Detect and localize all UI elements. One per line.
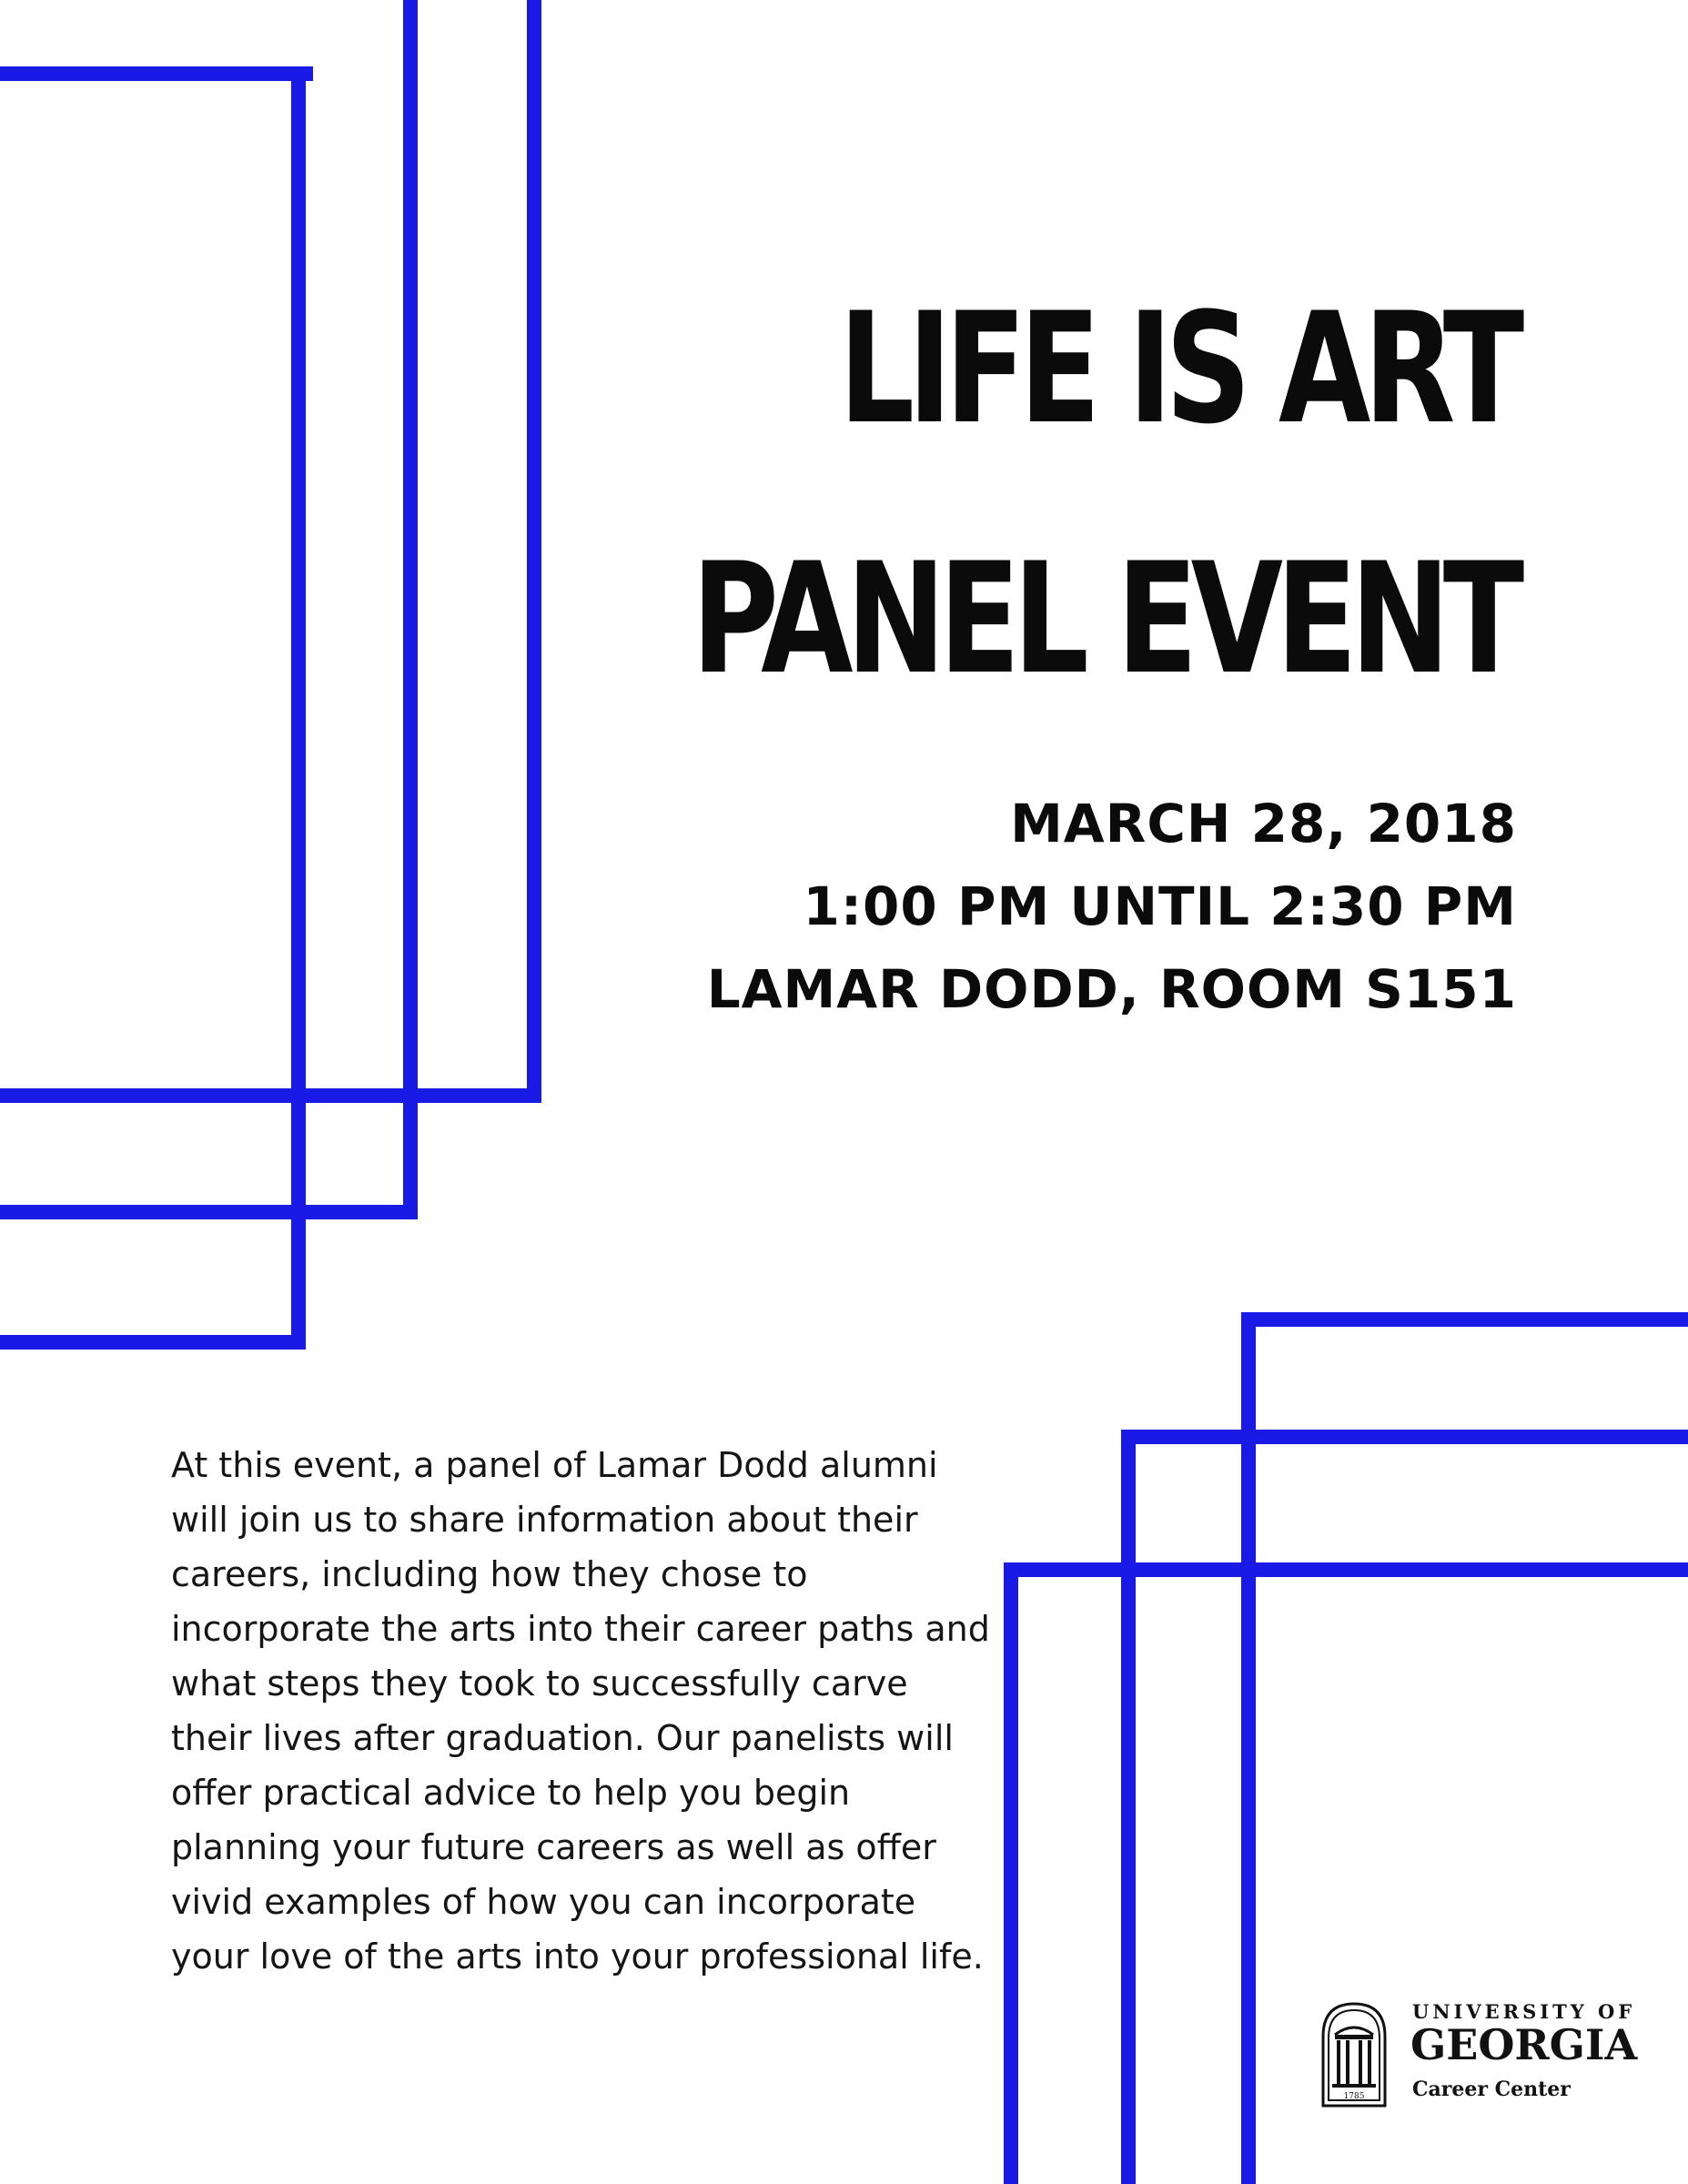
logo-career-center: Career Center [1412,2078,1571,2101]
event-location: LAMAR DODD, ROOM S151 [706,958,1517,1020]
event-title [692,244,1517,744]
arch-seal-icon [1319,2000,1389,2109]
logo-university-of: UNIVERSITY OF [1412,2000,1636,2023]
frame-d-top [1241,1312,1688,1327]
frame-a-top [0,66,313,81]
frame-f-top [1004,1562,1688,1577]
frame-c-right [527,0,541,1103]
title-line-2: PANEL EVENT [691,530,1517,708]
frame-b-bottom [0,1205,418,1219]
seal-year: 1785 [1343,2092,1365,2101]
frame-e-top [1121,1430,1688,1444]
title-line-1: LIFE IS ART [838,279,1517,458]
event-description: At this event, a panel of Lamar Dodd alumni will join us to share information about their careers, including how they chose to incorporate the arts into their career paths and what steps they took to successfully carve their lives after graduation. Our panelists will offer practical advice to help you begin planning your future careers as well as offer vivid examples of how you can incorporate your love of the arts into your professional life. [171,1445,990,1977]
event-time: 1:00 PM UNTIL 2:30 PM [803,875,1517,937]
uga-career-center-logo [1319,2000,1638,2118]
event-date: MARCH 28, 2018 [1010,793,1517,854]
frame-b-right [403,0,418,1219]
frame-c-bottom [0,1088,541,1103]
frame-e-left [1121,1430,1136,2184]
frame-a-right [291,66,306,1350]
frame-a-bottom [0,1335,306,1350]
frame-f-left [1004,1562,1018,2184]
event-details [707,783,1517,1031]
logo-georgia: GEORGIA [1410,2020,1638,2069]
